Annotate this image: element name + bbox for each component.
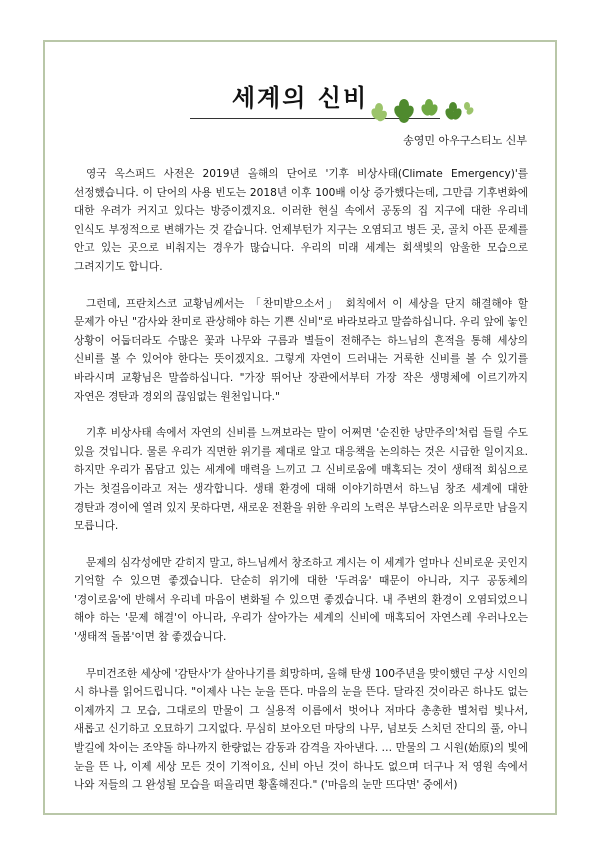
clover-decoration-icon (366, 94, 474, 124)
paragraph: 무미건조한 세상에 '감탄사'가 살아나기를 희망하며, 올해 탄생 100주년을 맞이했던 구상 시인의 시 하나를 읽어드립니다. "이제사 나는 눈을 뜬다. 마음의 눈을 뜬다. 달라진 것이라곤 하나도 없는 이제까지 그 모습, 그대로의 만물이 그 실용적 이름에서 벗어나 저마다 총총한 별처럼 빛나서, 새롭고 신기하고 오묘하기 그지없다. 무심히 보아오던 마당의 나무, 넘보듯 스치던 잔디의 풀, 아니 발길에 차이는 조약돌 하나까지 한량없는 감동과 감격을 자아낸다. … 만물의 그 시원(始原)의 빛에 눈을 뜬 나, 이제 세상 모든 것이 기적이요, 신비 아닌 것이 하나도 없으며 더구나 저 영원 속에서 나와 저들의 그 완성될 모습을 떠올리면 황홀해진다." ('마음의 눈만 뜨다면' 중에서) (74, 667, 528, 792)
page-title: 세계의 신비 (231, 84, 369, 112)
paragraph: 그런데, 프란치스코 교황님께서는 「찬미받으소서」 회칙에서 이 세상을 단지 해결해야 할 문제가 아닌 "감사와 찬미로 관상해야 하는 기쁜 신비"로 바라보라고 말씀하십니다. 우리 앞에 놓인 상황이 어둡더라도 수많은 꽃과 나무와 구름과 별들이 전해주는 하느님의 흔적을 통해 세상의 신비를 볼 수 있어야 한다는 뜻이겠지요. 그렇게 자연이 드러내는 거룩한 신비를 볼 수 있기를 바라시며 교황님은 말씀하십니다. "가장 뛰어난 장관에서부터 가장 작은 생명체에 이르기까지 자연은 경탄과 경외의 끊임없는 원천입니다." (74, 297, 528, 403)
paragraph: 기후 비상사태 속에서 자연의 신비를 느껴보라는 말이 어쩌면 '순진한 낭만주의'처럼 들릴 수도 있을 것입니다. 물론 우리가 직면한 위기를 제대로 알고 대응책을 논의하는 것은 시급한 일이지요. 하지만 우리가 몸담고 있는 세계에 매력을 느끼고 그 신비로움에 매혹되는 것이 생태적 회심으로 가는 첫걸음이라고 저는 생각합니다. 생태 환경에 대해 이야기하면서 하느님 창조 세계에 대한 경탄과 경이에 열려 있지 못하다면, 새로운 전환을 위한 우리의 노력은 부담스러운 의무로만 남을지 모릅니다. (74, 427, 528, 533)
author-line: 송영민 아우구스티노 신부 (403, 134, 527, 147)
article-body (74, 165, 528, 813)
paragraph: 문제의 심각성에만 갇히지 말고, 하느님께서 창조하고 계시는 이 세계가 얼마나 신비로운 곳인지 기억할 수 있으면 좋겠습니다. 단순히 위기에 대한 '두려움' 때문이 아니라, 지구 공동체의 '경이로움'에 반해서 우리네 마음이 변화될 수 있으면 좋겠습니다. 내 주변의 환경이 오염되었으니 해야 하는 '문제 해결'이 아니라, 우리가 살아가는 세계의 신비에 매혹되어 자연스레 우러나오는 '생태적 돌봄'이면 참 좋겠습니다. (74, 556, 528, 644)
paragraph: 영국 옥스퍼드 사전은 2019년 올해의 단어로 '기후 비상사태(Climate Emergency)'를 선정했습니다. 이 단어의 사용 빈도는 2018년 이후 100배 이상 증가했다는데, 그만큼 기후변화에 대한 우려가 커지고 있다는 방증이겠지요. 이러한 현실 속에서 공동의 집 지구에 대한 우리네 인식도 부정적으로 변해가는 것 같습니다. 언제부턴가 지구는 오염되고 병든 곳, 골치 아픈 문제를 안고 있는 곳으로 비춰지는 경우가 많습니다. 우리의 미래 세계는 회색빛의 암울한 모습으로 그려지기도 합니다. (74, 168, 528, 273)
